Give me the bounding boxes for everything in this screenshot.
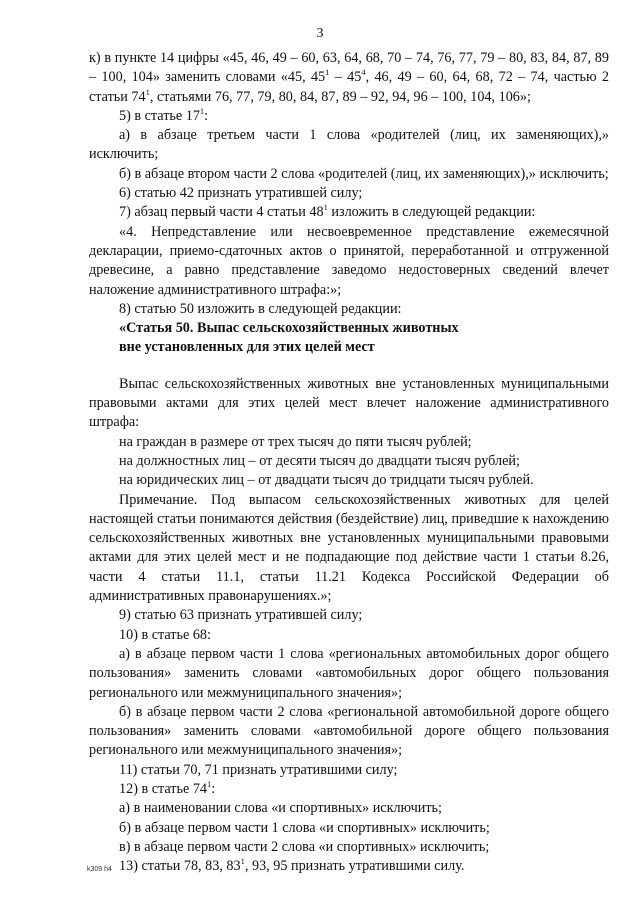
- item-7: [89, 203, 609, 222]
- superscript: 1: [325, 67, 330, 78]
- item-13-text: , 93, 95 признать утратившими силу.: [244, 858, 465, 875]
- item-13: [89, 857, 609, 876]
- superscript: 1: [323, 202, 328, 213]
- fine-officials: на должностных лиц – от десяти тысяч до двадцати тысяч рублей;: [119, 452, 520, 469]
- item-6: 6) статью 42 признать утратившей силу;: [119, 185, 363, 202]
- item-5-text: 5) в статье 17: [119, 107, 200, 124]
- item-12-text: :: [211, 780, 216, 797]
- page-number: 3: [316, 26, 324, 41]
- item-k-text: , статьями 76, 77, 79, 80, 84, 87, 89 – 92, 94, 96 – 100, 104, 106»;: [149, 88, 531, 105]
- item-10b: б) в абзаце первом части 2 слова «региональной автомобильной дороге общего пользования» заменить словами «автомобильной дороге общего пользования регионального или межмуниципального значения»;: [89, 703, 609, 759]
- item-10: 10) в статье 68:: [119, 626, 211, 643]
- superscript: 1: [145, 86, 150, 97]
- item-k-text: – 45: [329, 69, 362, 86]
- item-12a: а) в наименовании слова «и спортивных» исключить;: [119, 800, 442, 817]
- item-5: [89, 107, 609, 126]
- item-12: [89, 780, 609, 799]
- item-11: 11) статьи 70, 71 признать утратившими силу;: [119, 761, 398, 778]
- item-5a: а) в абзаце третьем части 1 слова «родителей (лиц, их заменяющих),» исключить;: [89, 127, 609, 163]
- item-12b: б) в абзаце первом части 1 слова «и спортивных» исключить;: [119, 819, 490, 836]
- item-12-text: 12) в статье 74: [119, 780, 208, 797]
- item-13-text: 13) статьи 78, 83, 83: [119, 858, 241, 875]
- superscript: 1: [207, 778, 212, 789]
- article-text: Выпас сельскохозяйственных животных вне установленных муниципальными правовыми актами для этих целей мест влечет наложение административного штрафа:: [89, 375, 609, 431]
- superscript: 1: [199, 105, 205, 116]
- fine-citizens: на граждан в размере от трех тысяч до пяти тысяч рублей;: [119, 433, 472, 450]
- document-code: k309 h4: [87, 866, 112, 873]
- item-9: 9) статью 63 признать утратившей силу;: [119, 607, 363, 624]
- article-title-line-1: «Статья 50. Выпас сельскохозяйственных животных: [119, 320, 459, 337]
- item-7-quote: «4. Непредставление или несвоевременное представление ежемесячной декларации, приемо-сдаточных актов о принятой, переработанной и отгруженной древесине, а равно представление заведомо недостоверных сведений влечет наложение административного штрафа:»;: [89, 223, 609, 298]
- item-k-text: , 46, 49 – 60, 64, 68, 72 – 74, частью 2 статьи 74: [89, 69, 610, 105]
- article-title-line-2: вне установленных для этих целей мест: [119, 339, 375, 356]
- superscript: 4: [361, 67, 366, 78]
- spacer: [89, 358, 609, 375]
- item-12c: в) в абзаце первом части 2 слова «и спортивных» исключить;: [119, 838, 490, 855]
- item-8: 8) статью 50 изложить в следующей редакции:: [119, 300, 402, 317]
- item-7-text: изложить в следующей редакции:: [327, 204, 536, 221]
- item-7-text: 7) абзац первый части 4 статьи 48: [119, 204, 324, 221]
- item-k-text: к) в пункте 14 цифры «45, 46, 49 – 60, 63, 64, 68, 70 – 74, 76, 77, 79 – 80, 83, 84, 87, 89 – 100, 104» заменить словами «45, 45: [89, 50, 609, 86]
- item-10a: а) в абзаце первом части 1 слова «региональных автомобильных дорог общего пользования» заменить словами «автомобильных дорог общего пользования регионального или межмуниципального значения»;: [89, 645, 609, 701]
- article-note: Примечание. Под выпасом сельскохозяйственных животных для целей настоящей статьи понимаются действия (бездействие) лиц, приведшие к нахождению сельскохозяйственных животных вне установленных муниципальными правовыми актами для этих целей мест и не подпадающие под действие части 1 статьи 8.26, части 4 статьи 11.1, статьи 11.21 Кодекса Российской Федерации об административных правонарушениях.»;: [89, 491, 609, 605]
- document-body: [89, 49, 609, 876]
- item-5-text: :: [204, 107, 209, 124]
- item-5b: б) в абзаце втором части 2 слова «родителей (лиц, их заменяющих),» исключить;: [119, 165, 609, 182]
- fine-legal-entities: на юридических лиц – от двадцати тысяч до тридцати тысяч рублей.: [119, 472, 534, 489]
- superscript: 1: [240, 856, 245, 867]
- item-k: [89, 49, 609, 107]
